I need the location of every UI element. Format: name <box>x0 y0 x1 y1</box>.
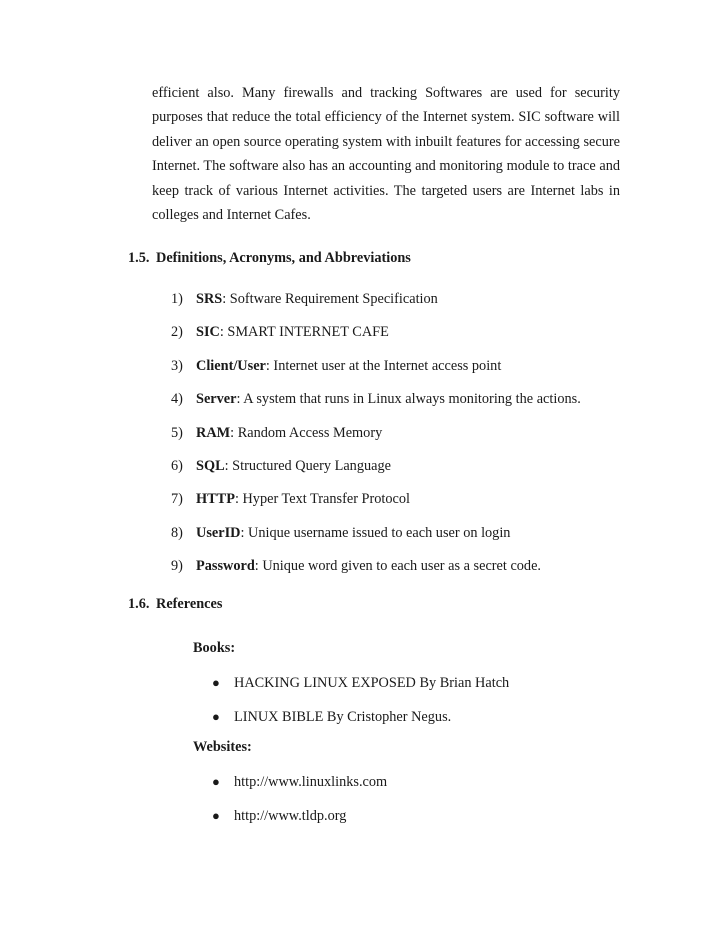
definition-term: Password <box>196 558 255 575</box>
definition-term: Client/User <box>196 357 266 374</box>
bullet-dot-icon: ● <box>212 774 220 789</box>
definition-desc: : A system that runs in Linux always monitoring the actions. <box>236 391 581 408</box>
definition-item <box>171 523 581 556</box>
definition-number: 2) <box>171 324 183 341</box>
definition-desc: : Software Requirement Specification <box>222 291 438 307</box>
definition-term: UserID <box>196 524 241 541</box>
definition-term: RAM <box>196 424 231 441</box>
definitions-section-title: Definitions, Acronyms, and Abbreviations <box>156 250 411 266</box>
definition-item <box>171 289 581 322</box>
definition-number: 4) <box>171 391 183 408</box>
definition-term: HTTP <box>196 491 235 508</box>
website-item <box>193 772 593 792</box>
definition-number: 6) <box>171 457 183 474</box>
definition-desc: : Internet user at the Internet access point <box>265 357 502 374</box>
book-title: HACKING LINUX EXPOSED By Brian Hatch <box>234 675 510 691</box>
definition-number: 8) <box>171 524 183 541</box>
definition-number: 3) <box>171 357 183 374</box>
website-url: http://www.linuxlinks.com <box>234 774 388 790</box>
definition-item <box>171 556 581 589</box>
definition-desc: : Structured Query Language <box>224 457 391 474</box>
books-list <box>193 673 593 727</box>
definition-term: SRS <box>196 291 223 307</box>
bullet-dot-icon: ● <box>212 808 220 823</box>
book-item <box>193 673 593 693</box>
definition-desc: : Unique username issued to each user on login <box>240 524 511 541</box>
definition-desc: : SMART INTERNET CAFE <box>219 324 389 341</box>
bullet-dot-icon: ● <box>212 675 220 690</box>
definitions-heading <box>128 250 411 267</box>
definitions-list <box>171 289 581 590</box>
references-heading <box>128 596 222 613</box>
definition-desc: : Hyper Text Transfer Protocol <box>234 491 410 508</box>
definition-item <box>171 356 581 389</box>
intro-paragraph: efficient also. Many firewalls and tracking Softwares are used for security purposes that reduce the total efficiency of the Internet system. SIC software will deliver an open source operating system with inbuilt features for accessing secure Internet. The software also has an accounting and monitoring module to trace and keep track of various Internet activities. The targeted users are Internet labs in colleges and Internet Cafes. <box>152 85 620 224</box>
definition-number: 7) <box>171 491 183 508</box>
definition-term: Server <box>196 391 237 408</box>
definition-item <box>171 423 581 456</box>
definition-desc: : Random Access Memory <box>230 424 383 441</box>
websites-label: Websites: <box>193 739 252 755</box>
website-item <box>193 806 593 826</box>
references-section-number: 1.6. <box>128 596 150 612</box>
definition-number: 5) <box>171 424 183 441</box>
definition-item <box>171 456 581 489</box>
references-section-title: References <box>156 596 223 612</box>
definitions-section-number: 1.5. <box>128 250 150 266</box>
websites-list <box>193 772 593 826</box>
definition-term: SQL <box>196 457 225 474</box>
references-block <box>193 638 593 826</box>
definition-item <box>171 322 581 355</box>
book-title: LINUX BIBLE By Cristopher Negus. <box>234 709 452 725</box>
book-item <box>193 707 593 727</box>
bullet-dot-icon: ● <box>212 709 220 724</box>
website-url: http://www.tldp.org <box>234 808 347 824</box>
books-label: Books: <box>193 640 236 656</box>
definition-item <box>171 389 581 422</box>
definition-item <box>171 489 581 522</box>
definition-desc: : Unique word given to each user as a secret code. <box>254 558 542 575</box>
definition-number: 9) <box>171 558 183 575</box>
definition-number: 1) <box>171 291 183 307</box>
definition-term: SIC <box>196 324 220 341</box>
